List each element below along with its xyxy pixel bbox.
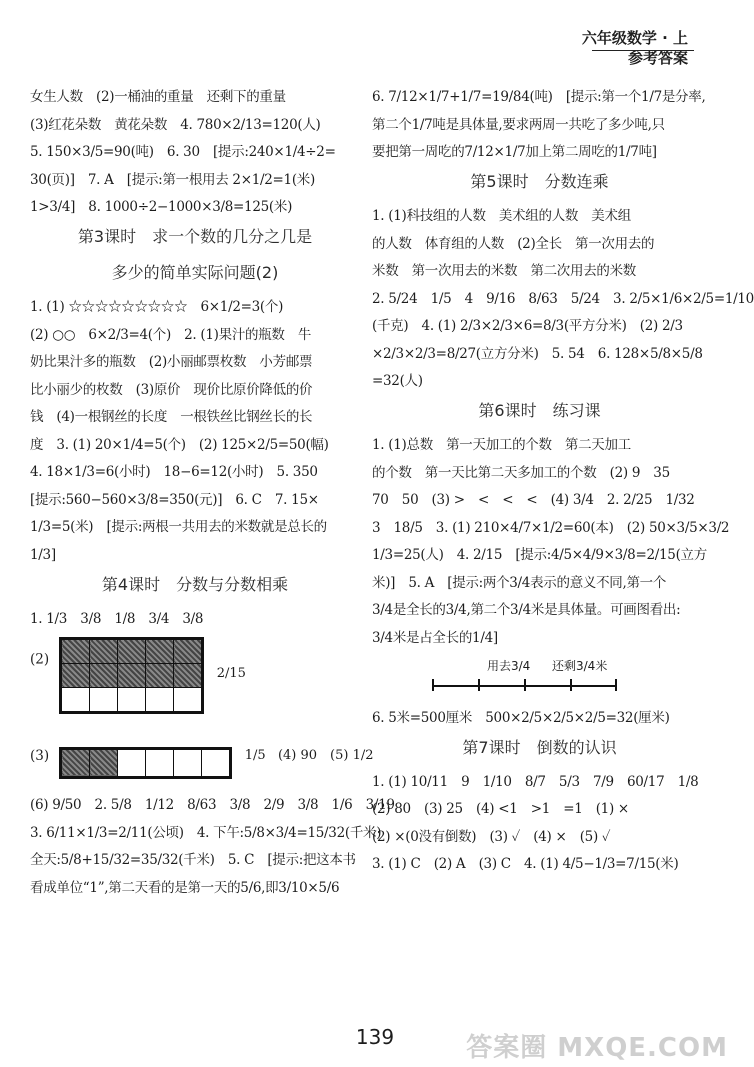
answer-line: 1/3=25(人) 4. 2/15 [提示:4/5×4/9×3/8=2/15(立方 bbox=[372, 547, 707, 563]
line-segment-diagram bbox=[432, 657, 617, 697]
answer-line: 1. (1) 10/11 9 1/10 8/7 5/3 7/9 60/17 1/8 bbox=[372, 773, 699, 790]
answer-line: (6) 9/50 2. 5/8 1/12 8/63 3/8 2/9 3/8 1/6 3/19 bbox=[30, 797, 395, 813]
answer-line: 6. 5米=500厘米 500×2/5×2/5×2/5=32(厘米) bbox=[372, 709, 670, 726]
answer-line: 1/3] bbox=[30, 546, 56, 563]
answer-line: 3. (1) C (2) A (3) C 4. (1) 4/5−1/3=7/15(米) bbox=[372, 856, 679, 872]
answer-line: (3)红花朵数 黄花朵数 4. 780×2/13=120(人) bbox=[30, 116, 321, 133]
header bbox=[582, 28, 688, 68]
book-title: 六年级数学 · 上 bbox=[581, 29, 688, 47]
diagram-left-label: 还剩3/4米 bbox=[552, 658, 608, 673]
left-bottom-lines bbox=[30, 796, 395, 897]
lesson-title: 第3课时 求一个数的几分之几是 bbox=[77, 227, 313, 246]
diagram-tick bbox=[524, 679, 526, 691]
answer-line: 6. 7/12×1/7+1/7=19/84(吨) [提示:第一个1/7是分率, bbox=[372, 89, 706, 105]
answer-line: 70 50 (3) > < < < (4) 3/4 2. 2/25 1/32 bbox=[372, 492, 695, 508]
answer-line: 要把第一周吃的7/12×1/7加上第二周吃的1/7吨] bbox=[372, 144, 657, 160]
grid3-rest: (4) 90 (5) 1/2 bbox=[277, 748, 374, 763]
answer-line: 的人数 体育组的人数 (2)全长 第一次用去的 bbox=[372, 235, 655, 252]
lesson-title: 第4课时 分数与分数相乘 bbox=[101, 574, 289, 594]
answer-line: 米)] 5. A [提示:两个3/4表示的意义不同,第一个 bbox=[372, 574, 667, 591]
answer-line: 3/4是全长的3/4,第二个3/4米是具体量。可画图看出: bbox=[372, 602, 681, 618]
answer-line: (2) ○○ 6×2/3=4(个) 2. (1)果汁的瓶数 牛 bbox=[30, 326, 312, 343]
answer-line: 钱 (4)一根钢丝的长度 一根铁丝比钢丝长的长 bbox=[30, 409, 313, 425]
answer-line: 第二个1/7吨是具体量,要求两周一共吃了多少吨,只 bbox=[372, 116, 665, 133]
section-label: 参考答案 bbox=[627, 49, 688, 67]
answer-line: (2) 80 (3) 25 (4) <1 >1 =1 (1) × bbox=[372, 801, 629, 817]
answer-line: 1/3=5(米) [提示:两根一共用去的米数就是总长的 bbox=[30, 519, 327, 535]
answer-line: 女生人数 (2)一桶油的重量 还剩下的重量 bbox=[30, 89, 286, 105]
lesson-title: 第6课时 练习课 bbox=[478, 401, 601, 420]
lesson-title: 第5课时 分数连乘 bbox=[470, 172, 609, 191]
answer-line: 2. 5/24 1/5 4 9/16 8/63 5/24 3. 2/5×1/6×2/5=1/10 bbox=[372, 290, 754, 307]
answer-line: 的个数 第一天比第二天多加工的个数 (2) 9 35 bbox=[372, 464, 670, 481]
answer-line: (千克) 4. (1) 2/3×2/3×6=8/3(平方分米) (2) 2/3 bbox=[372, 318, 683, 334]
diagram-tick bbox=[615, 679, 617, 691]
grid2-diagram bbox=[59, 637, 204, 714]
answer-line: 比小丽少的枚数 (3)原价 现价比原价降低的价 bbox=[30, 381, 313, 398]
answer-line: [提示:560−560×3/8=350(元)] 6. C 7. 15× bbox=[30, 491, 319, 508]
answer-line: 3. 6/11×1/3=2/11(公顷) 4. 下午:5/8×3/4=15/32(千米) bbox=[30, 824, 382, 841]
grid-figure-3 bbox=[30, 747, 374, 787]
answer-line: 1. 1/3 3/8 1/8 3/4 3/8 bbox=[30, 610, 204, 627]
answer-line: 30(页)] 7. A [提示:第一根用去 2×1/2=1(米) bbox=[30, 171, 315, 188]
diagram-used-label: 用去3/4 bbox=[487, 658, 531, 673]
right-answer-lines bbox=[372, 88, 754, 647]
answer-line: 奶比果汁多的瓶数 (2)小丽邮票枚数 小芳邮票 bbox=[30, 354, 313, 370]
grid2-fraction: 2/15 bbox=[216, 666, 246, 681]
answer-line: 4. 18×1/3=6(小时) 18−6=12(小时) 5. 350 bbox=[30, 464, 318, 480]
answer-line: 米数 第一次用去的米数 第二次用去的米数 bbox=[372, 263, 636, 279]
answer-line: ×2/3×2/3=8/27(立方分米) 5. 54 6. 128×5/8×5/8 bbox=[372, 345, 703, 362]
grid3-diagram bbox=[59, 747, 232, 779]
left-answer-lines bbox=[30, 88, 360, 628]
answer-line: 3 18/5 3. (1) 210×4/7×1/2=60(本) (2) 50×3/5×3/2 bbox=[372, 519, 730, 536]
grid3-fraction: 1/5 bbox=[244, 748, 266, 763]
answer-line: 5. 150×3/5=90(吨) 6. 30 [提示:240×1/4÷2= bbox=[30, 144, 336, 160]
lesson-title: 多少的简单实际问题(2) bbox=[111, 263, 279, 282]
left-column bbox=[30, 88, 395, 906]
grid2-label: (2) bbox=[30, 651, 50, 668]
answer-line: 看成单位“1”,第二天看的是第一天的5/6,即3/10×5/6 bbox=[30, 879, 340, 896]
grid-figure-2 bbox=[30, 637, 360, 737]
answer-line: 1. (1)总数 第一天加工的个数 第二天加工 bbox=[372, 437, 631, 453]
diagram-tick bbox=[432, 679, 434, 691]
page-number: 139 bbox=[355, 1025, 395, 1049]
lesson-title: 第7课时 倒数的认识 bbox=[462, 737, 617, 757]
diagram-tick bbox=[570, 679, 572, 691]
answer-line: =32(人) bbox=[372, 373, 423, 389]
answer-line: 3/4米是占全长的1/4] bbox=[372, 629, 498, 646]
answer-line: (2) ×(0没有倒数) (3) ✓ (4) × (5) ✓ bbox=[372, 828, 611, 845]
header-rule bbox=[592, 50, 694, 51]
right-column bbox=[372, 88, 754, 883]
answer-line: 1>3/4] 8. 1000÷2−1000×3/8=125(米) bbox=[30, 199, 293, 215]
answer-line: 度 3. (1) 20×1/4=5(个) (2) 125×2/5=50(幅) bbox=[30, 436, 329, 453]
answer-line: 1. (1)科技组的人数 美术组的人数 美术组 bbox=[372, 208, 631, 224]
diagram-tick bbox=[478, 679, 480, 691]
answer-line: 1. (1) ☆☆☆☆☆☆☆☆☆ 6×1/2=3(个) bbox=[30, 299, 284, 315]
grid3-label: (3) bbox=[30, 747, 50, 764]
answer-line: 全天:5/8+15/32=35/32(千米) 5. C [提示:把这本书 bbox=[30, 852, 356, 868]
watermark: 答案圈 MXQE.COM bbox=[466, 1033, 728, 1063]
right-bottom-lines bbox=[372, 709, 707, 874]
